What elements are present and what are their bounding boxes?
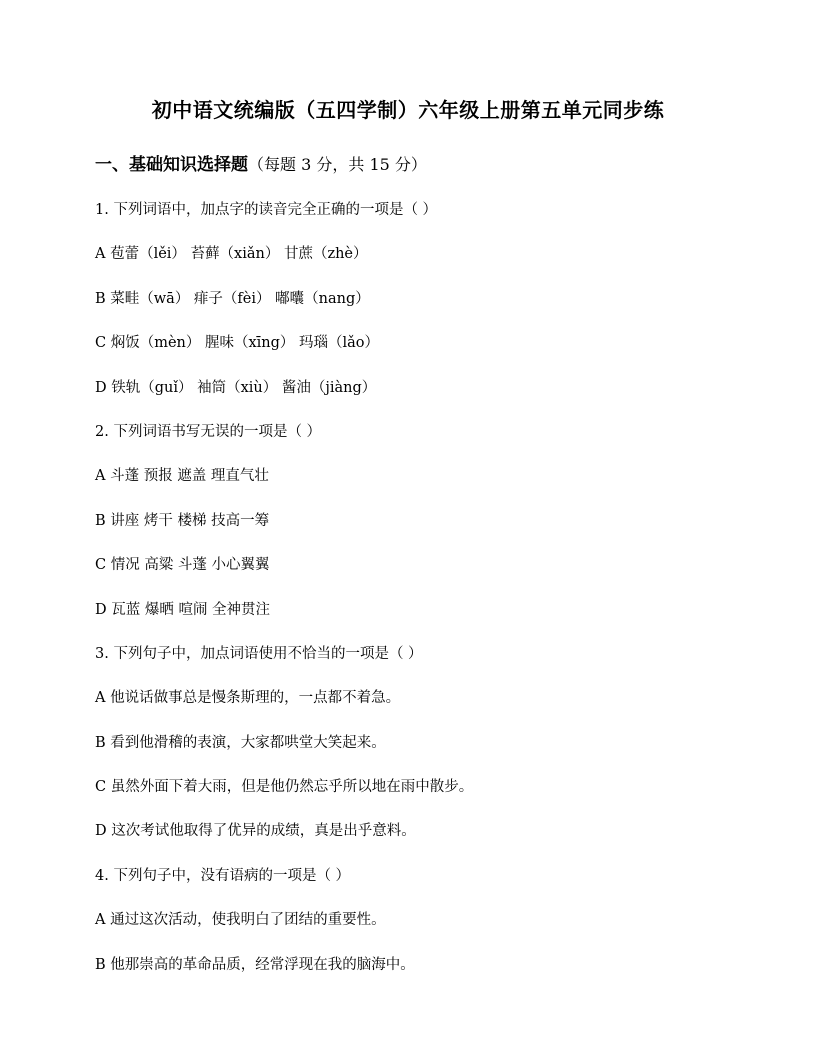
question-2-option-c: C 情况 高粱 斗蓬 小心翼翼 — [95, 557, 270, 574]
question-1-stem: 1. 下列词语中，加点字的读音完全正确的一项是（ ） — [95, 202, 438, 218]
question-3-option-d: D 这次考试他取得了优异的成绩，真是出乎意料。 — [95, 823, 416, 840]
question-1-option-c: C 焖饭（mèn） 腥味（xīng） 玛瑙（lǎo） — [95, 335, 380, 352]
question-2-stem: 2. 下列词语书写无误的一项是（ ） — [95, 423, 322, 440]
question-1-option-a: A 苞蕾（lěi） 苔藓（xiǎn） 甘蔗（zhè） — [95, 246, 368, 263]
section-score-note: （每题 3 分，共 15 分） — [248, 155, 427, 174]
question-4-option-a: A 通过这次活动，使我明白了团结的重要性。 — [95, 912, 386, 929]
question-3-option-a: A 他说话做事总是慢条斯理的，一点都不着急。 — [95, 690, 401, 707]
section-header — [95, 150, 427, 175]
question-1-option-d: D 铁轨（guǐ） 袖筒（xiù） 酱油（jiàng） — [95, 379, 377, 396]
question-1-option-b: B 菜畦（wā） 痱子（fèi） 嘟囔（nang） — [95, 290, 370, 307]
question-3-stem: 3. 下列句子中，加点词语使用不恰当的一项是（ ） — [95, 645, 423, 662]
question-2-option-a: A 斗蓬 预报 遮盖 理直气壮 — [95, 468, 269, 485]
question-4-stem: 4. 下列句子中，没有语病的一项是（ ） — [95, 867, 351, 884]
question-3-option-b: B 看到他滑稽的表演，大家都哄堂大笑起来。 — [95, 734, 386, 751]
question-4-option-b: B 他那崇高的革命品质，经常浮现在我的脑海中。 — [95, 956, 415, 973]
question-3-option-c: C 虽然外面下着大雨，但是他仍然忘乎所以地在雨中散步。 — [95, 779, 474, 796]
question-2-option-d: D 瓦蓝 爆晒 喧闹 全神贯注 — [95, 601, 271, 618]
section-heading: 一、基础知识选择题 — [95, 155, 248, 175]
question-2-option-b: B 讲座 烤干 楼梯 技高一筹 — [95, 512, 270, 529]
document-title: 初中语文统编版（五四学制）六年级上册第五单元同步练 — [151, 98, 665, 122]
question-list — [95, 199, 735, 998]
